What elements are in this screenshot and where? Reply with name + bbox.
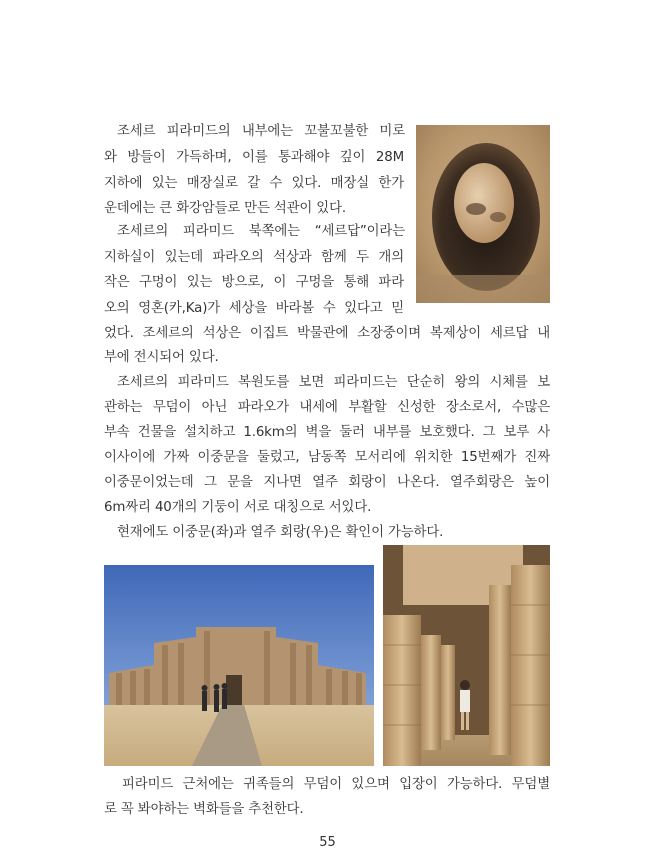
text-line: 오의 영혼(카,Ka)가 세상을 바라볼 수 있다고 믿: [104, 301, 404, 316]
text-line: 었다. 조세르의 석상은 이집트 박물관에 소장중이며 복제상이 세르답 내: [104, 326, 550, 341]
text-line: 피라미드 근처에는 귀족들의 무덤이 있으며 입장이 가능하다. 무덤별: [122, 777, 550, 792]
text-line: 이중문이었는데 그 문을 지나면 열주 회랑이 나온다. 열주회랑은 높이: [104, 475, 550, 490]
text-line: 와 방들이 가득하며, 이를 통과해야 깊이 28M: [104, 150, 404, 165]
text-line: 부에 전시되어 있다.: [104, 350, 219, 365]
text-line: 이사이에 가짜 이중문을 둘렀고, 남동쪽 모서리에 위치한 15번째가 진짜: [104, 450, 550, 465]
text-line: 지하실이 있는데 파라오의 석상과 함께 두 개의: [104, 250, 404, 265]
text-line: 관하는 무덤이 아닌 파라오가 내세에 부활할 신성한 장소로서, 수많은: [104, 400, 550, 415]
text-line: 조세르 피라미드의 내부에는 꼬불꼬불한 미로: [117, 124, 405, 139]
serdab-hole-photo: [416, 125, 550, 303]
text-line: 운데에는 큰 화강암들로 만든 석관이 있다.: [104, 201, 346, 216]
text-line: 작은 구멍이 있는 방으로, 이 구멍을 통해 파라: [104, 275, 404, 290]
text-line: 조세르의 피라미드 복원도를 보면 피라미드는 단순히 왕의 시체를 보: [117, 375, 550, 390]
colonnade-photo: [383, 545, 550, 766]
text-line: 로 꼭 봐야하는 벽화들을 추천한다.: [104, 802, 304, 817]
double-gate-photo: [104, 565, 374, 766]
text-line: 조세르의 피라미드 북쪽에는 “세르답”이라는: [117, 224, 405, 239]
page-number: 55: [319, 835, 336, 850]
text-line: 지하에 있는 매장실로 갈 수 있다. 매장실 한가: [104, 176, 404, 191]
text-line: 현재에도 이중문(좌)과 열주 회랑(우)은 확인이 가능하다.: [117, 525, 444, 540]
text-line: 6m짜리 40개의 기둥이 서로 대칭으로 서있다.: [104, 500, 372, 515]
text-line: 부속 건물을 설치하고 1.6km의 벽을 둘러 내부를 보호했다. 그 보루 사: [104, 425, 550, 440]
